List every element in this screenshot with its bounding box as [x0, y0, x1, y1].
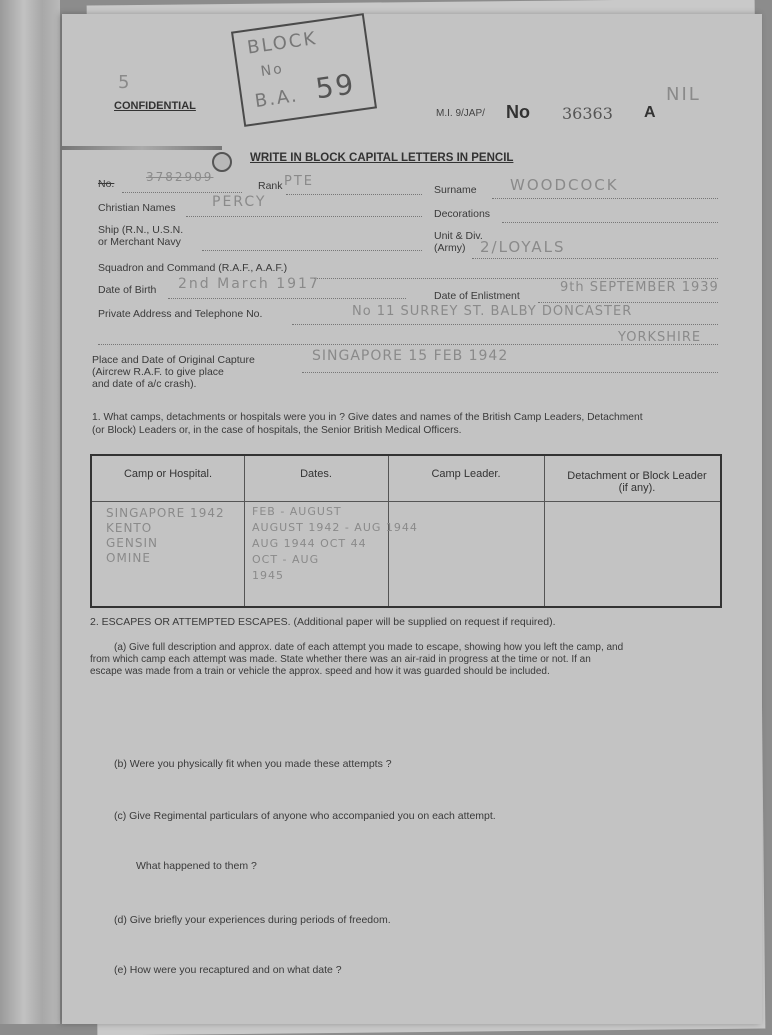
punch-hole-ring — [212, 152, 232, 172]
q2a-line-2: from which camp each attempt was made. State whether there was an air-raid in progress at the time or not. If an — [90, 654, 591, 665]
enlistment-label: Date of Enlistment — [434, 290, 520, 302]
q2e-text: (e) How were you recaptured and on what date ? — [114, 964, 342, 976]
instruction-heading: WRITE IN BLOCK CAPITAL LETTERS IN PENCIL — [250, 152, 514, 164]
q2b-text: (b) Were you physically fit when you made these attempts ? — [114, 758, 392, 770]
camps-table — [90, 454, 722, 608]
confidential-label: CONFIDENTIAL — [114, 100, 196, 112]
file-backdrop — [0, 0, 60, 1024]
q2a-line-1: (a) Give full description and approx. date of each attempt you made to escape, showing how you left the camp, and — [114, 642, 624, 653]
capture-label-line-2: (Aircrew R.A.F. to give place — [92, 366, 224, 378]
form-reference: M.I. 9/JAP/ — [436, 108, 485, 119]
q2c-sub-text: What happened to them ? — [136, 860, 257, 872]
header-dates: Dates. — [300, 468, 332, 480]
capture-label-line-1: Place and Date of Original Capture — [92, 354, 255, 366]
stamp-number: 59 — [313, 67, 358, 106]
unit-label-line-1: Unit & Div. — [434, 230, 483, 242]
squadron-label: Squadron and Command (R.A.F., A.A.F.) — [98, 262, 288, 274]
q2-title: 2. ESCAPES OR ATTEMPTED ESCAPES. (Additional paper will be supplied on request if required). — [90, 616, 556, 628]
block-stamp — [231, 13, 377, 127]
q1-text-line-2: (or Block) Leaders or, in the case of hospitals, the Senior British Medical Officers. — [92, 425, 462, 436]
christian-names-label: Christian Names — [98, 202, 176, 214]
surname-value: WOODCOCK — [510, 176, 619, 194]
unit-value: 2/LOYALS — [480, 238, 566, 256]
number-label: No — [506, 102, 530, 122]
q2c-text: (c) Give Regimental particulars of anyone who accompanied you on each attempt. — [114, 810, 496, 822]
ship-label-line-2: or Merchant Navy — [98, 236, 181, 248]
cell-camps: SINGAPORE 1942 KENTO GENSIN OMINE — [106, 506, 225, 565]
nil-note: NIL — [666, 84, 701, 105]
address-value-line-2: YORKSHIRE — [618, 330, 702, 345]
q2a-line-3: escape was made from a train or vehicle the approx. speed and how it was guarded should be included. — [90, 666, 550, 677]
dob-value: 2nd March 1917 — [178, 276, 320, 292]
corner-mark: 5 — [118, 72, 132, 93]
dob-label: Date of Birth — [98, 284, 157, 296]
stamp-line-2: No — [259, 60, 285, 80]
ship-label-line-1: Ship (R.N., U.S.N. — [98, 224, 184, 236]
decorations-label: Decorations — [434, 208, 491, 220]
address-value-line-1: No 11 SURREY ST. BALBY DONCASTER — [352, 304, 633, 319]
service-no-label: No. — [98, 178, 115, 190]
header-detachment-leader: Detachment or Block Leader (if any). — [567, 470, 707, 494]
cell-dates: FEB - AUGUST AUGUST 1942 - AUG 1944 AUG 1944 OCT 44 OCT - AUG 1945 — [252, 505, 418, 582]
address-label: Private Address and Telephone No. — [98, 308, 263, 320]
christian-names-value: PERCY — [212, 194, 267, 210]
q2d-text: (d) Give briefly your experiences during periods of freedom. — [114, 914, 391, 926]
tag-string — [62, 146, 222, 150]
unit-label-line-2: (Army) — [434, 242, 466, 254]
capture-label-line-3: and date of a/c crash). — [92, 378, 197, 390]
serial-suffix: A — [644, 104, 656, 121]
header-camp: Camp or Hospital. — [123, 468, 213, 480]
q1-text-line-1: 1. What camps, detachments or hospitals were you in ? Give dates and names of the British Camp Leaders, Detachment — [92, 412, 643, 423]
enlistment-value: 9th SEPTEMBER 1939 — [560, 280, 719, 295]
capture-value: SINGAPORE 15 FEB 1942 — [312, 348, 509, 364]
stamp-line-1: BLOCK — [245, 27, 319, 59]
service-no-value: 3782909 — [146, 170, 214, 184]
form-page — [62, 14, 762, 1024]
rank-label: Rank — [258, 180, 283, 192]
stamp-line-3: B.A. — [253, 85, 300, 113]
serial-number: 36363 — [562, 104, 613, 123]
header-camp-leader: Camp Leader. — [431, 468, 501, 480]
surname-label: Surname — [434, 184, 477, 196]
rank-value: PTE — [284, 174, 314, 189]
